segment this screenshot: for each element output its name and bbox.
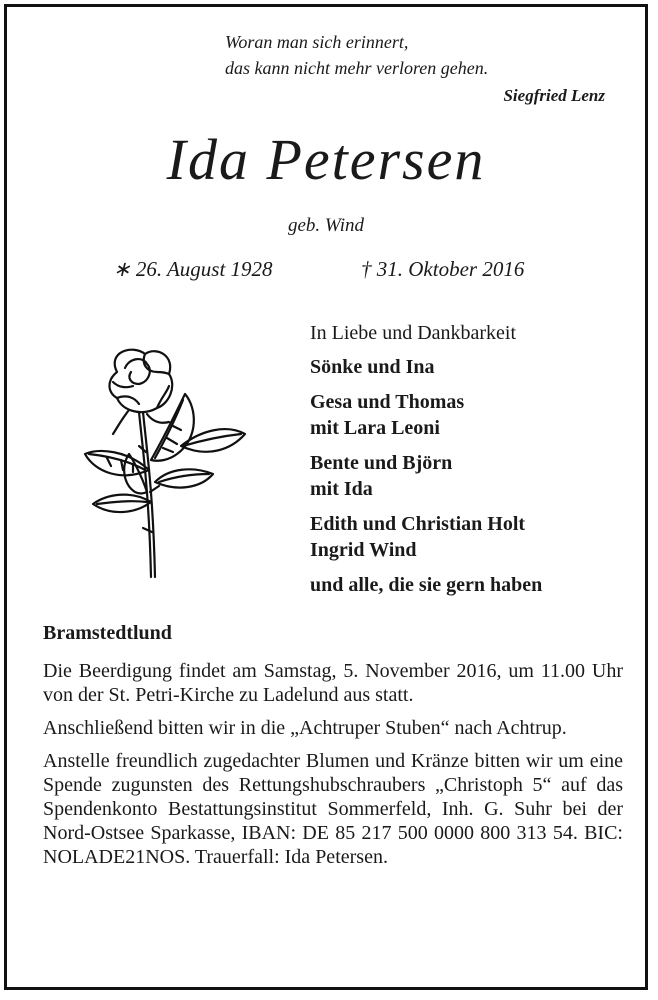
mourner-name: mit Ida: [310, 478, 373, 500]
obituary-notice: [4, 4, 648, 990]
epigraph-quote: [225, 29, 605, 109]
place-name: Bramstedtlund: [43, 622, 172, 644]
death-date: † 31. Oktober 2016: [361, 257, 525, 281]
mourner-group: [310, 450, 630, 502]
reception-paragraph: Anschließend bitten wir in die „Achtruper Stuben“ nach Achtrup.: [43, 717, 567, 739]
birth-date: ∗ 26. August 1928: [113, 257, 273, 281]
mourner-group: [310, 572, 630, 598]
quote-line-1: Woran man sich erinnert,: [225, 32, 409, 52]
mourner-name: und alle, die sie gern haben: [310, 574, 543, 596]
mourner-name: Ingrid Wind: [310, 539, 417, 561]
donation-paragraph: Anstelle freundlich zugedachter Blumen und Kränze bitten wir um eine Spende zugunsten des Rettungshubschraubers „Christoph 5“ auf das Spendenkonto Bestattungsinstitut Sommerfeld, Inh. G. Suhr bei der Nord-Ostsee Sparkasse, IBAN: DE 85 217 500 0000 800 313 54. BIC: NOLADE21NOS. Trauerfall: Ida Petersen.: [43, 750, 623, 868]
mourners-list: [310, 320, 630, 607]
maiden-name: geb. Wind: [288, 215, 364, 236]
mourner-group: [310, 389, 630, 441]
mourner-group: [310, 511, 630, 563]
quote-line-2: das kann nicht mehr verloren gehen.: [225, 58, 489, 78]
funeral-details: [43, 659, 623, 878]
quote-author: Siegfried Lenz: [503, 86, 605, 105]
mourner-name: Gesa und Thomas: [310, 391, 465, 413]
mourner-name: Edith und Christian Holt: [310, 513, 526, 535]
funeral-paragraph: Die Beerdigung findet am Samstag, 5. November 2016, um 11.00 Uhr von der St. Petri-Kirche zu Ladelund aus statt.: [43, 660, 623, 706]
deceased-name: Ida Petersen: [166, 127, 486, 192]
mourner-name: Bente und Björn: [310, 452, 453, 474]
mourner-name: mit Lara Leoni: [310, 417, 440, 439]
rose-icon: [77, 342, 262, 582]
mourner-name: Sönke und Ina: [310, 356, 435, 378]
mourner-group: [310, 354, 630, 380]
mourners-intro: In Liebe und Dankbarkeit: [310, 322, 517, 344]
